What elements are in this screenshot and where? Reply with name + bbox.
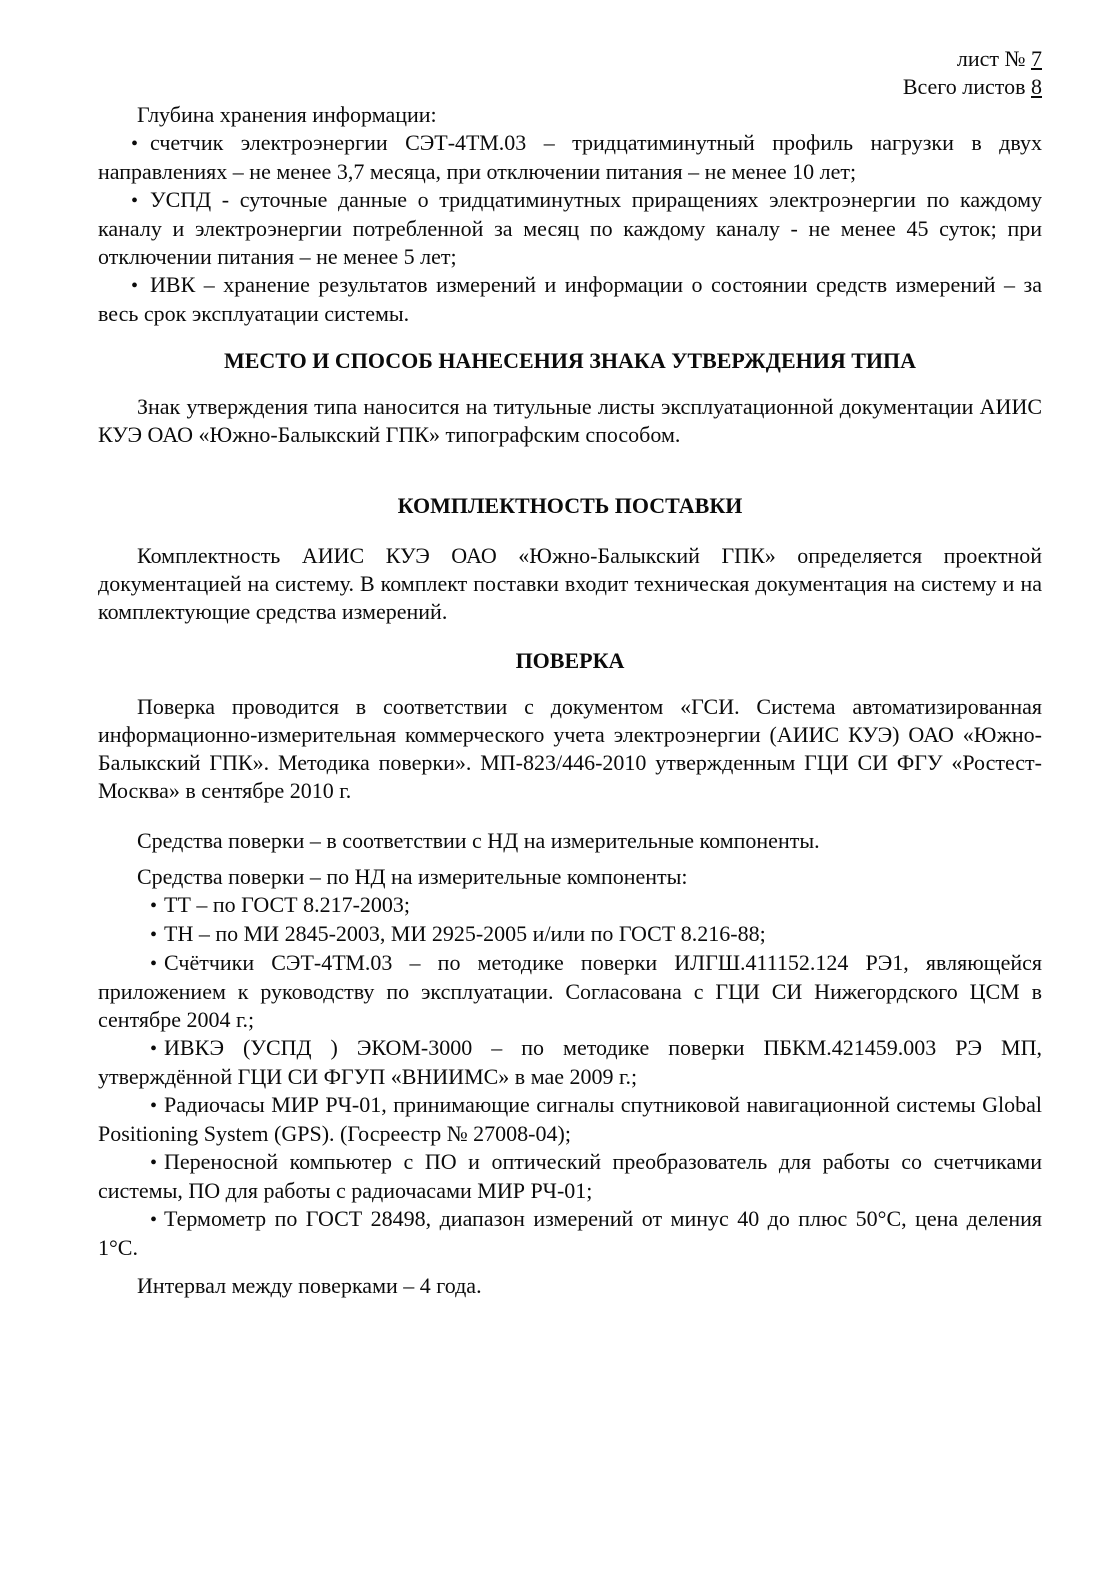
page-header xyxy=(98,45,1042,101)
bullet-icon: • xyxy=(150,895,158,917)
list-item-text: ИВКЭ (УСПД ) ЭКОМ-3000 – по методике поверки ПБКМ.421459.003 РЭ МП, утверждённой ГЦИ СИ ФГУП «ВНИИМС» в мае 2009 г.; xyxy=(98,1035,1042,1089)
list-item xyxy=(98,1148,1042,1205)
verification-interval: Интервал между поверками – 4 года. xyxy=(137,1273,482,1298)
bullet-icon: • xyxy=(150,1095,158,1117)
bullet-icon: • xyxy=(150,924,158,946)
section-heading-completeness: КОМПЛЕКТНОСТЬ ПОСТАВКИ xyxy=(397,493,743,518)
bullet-icon: • xyxy=(150,1038,158,1060)
list-item-text: Радиочасы МИР РЧ-01, принимающие сигналы спутниковой навигационной системы Global Positioning System (GPS). (Госреестр № 27008-04); xyxy=(98,1092,1042,1146)
sheet-number-line xyxy=(98,45,1042,73)
sheet-label: лист № xyxy=(956,46,1031,71)
bullet-icon: • xyxy=(150,1209,158,1231)
bullet-icon: • xyxy=(131,190,139,212)
storage-intro: Глубина хранения информации: xyxy=(137,102,437,127)
type-approval-paragraph: Знак утверждения типа наносится на титульные листы эксплуатационной документации АИИС КУЭ ОАО «Южно-Балыкский ГПК» типографским способом. xyxy=(98,394,1042,447)
bullet-icon: • xyxy=(150,953,158,975)
sheet-number: 7 xyxy=(1031,46,1042,71)
list-item-text: Термометр по ГОСТ 28498, диапазон измерений от минус 40 до плюс 50°С, цена деления 1°С. xyxy=(98,1206,1042,1260)
section-heading-verification: ПОВЕРКА xyxy=(515,648,625,673)
list-item-text: Переносной компьютер с ПО и оптический преобразователь для работы со счетчиками системы, ПО для работы с радиочасами МИР РЧ-01; xyxy=(98,1149,1042,1203)
total-sheets-number: 8 xyxy=(1031,74,1042,99)
verification-paragraph: Поверка проводится в соответствии с документом «ГСИ. Система автоматизированная информационно-измерительная коммерческого учета электроэнергии (АИИС КУЭ) ОАО «Южно-Балыкский ГПК». Методика поверки». МП-823/446-2010 утвержденным ГЦИ СИ ФГУ «Ростест-Москва» в сентябре 2010 г. xyxy=(98,694,1042,803)
list-item-text: ИВК – хранение результатов измерений и информации о состоянии средств измерений – за весь срок эксплуатации системы. xyxy=(98,272,1042,326)
total-sheets-line xyxy=(98,73,1042,101)
bullet-icon: • xyxy=(131,275,139,297)
list-item-text: ТТ – по ГОСТ 8.217-2003; xyxy=(164,892,411,917)
list-item xyxy=(98,1034,1042,1091)
list-item xyxy=(98,1091,1042,1148)
list-item-text: Счётчики СЭТ-4ТМ.03 – по методике поверки ИЛГШ.411152.124 РЭ1, являющейся приложением к руководству по эксплуатации. Согласована с ГЦИ СИ Нижегордского ЦСМ в сентябре 2004 г.; xyxy=(98,950,1042,1032)
list-item xyxy=(98,129,1042,186)
completeness-paragraph: Комплектность АИИС КУЭ ОАО «Южно-Балыкский ГПК» определяется проектной документацией на систему. В комплект поставки входит техническая документация на систему и на комплектующие средства измерений. xyxy=(98,543,1042,624)
verification-means-paragraph: Средства поверки – в соответствии с НД на измерительные компоненты. xyxy=(137,828,820,853)
list-item xyxy=(98,1205,1042,1262)
bullet-icon: • xyxy=(131,133,139,155)
list-item xyxy=(98,186,1042,271)
list-item xyxy=(98,891,1042,920)
list-item-text: УСПД - суточные данные о тридцатиминутных приращениях электроэнергии по каждому каналу и электроэнергии потребленной за месяц по каждому каналу - не менее 45 суток; при отключении питания – не менее 5 лет; xyxy=(98,187,1042,269)
bullet-icon: • xyxy=(150,1152,158,1174)
verification-means-list-intro: Средства поверки – по НД на измерительные компоненты: xyxy=(137,864,688,889)
list-item xyxy=(98,949,1042,1034)
list-item-text: ТН – по МИ 2845-2003, МИ 2925-2005 и/или по ГОСТ 8.216-88; xyxy=(164,921,766,946)
total-sheets-label: Всего листов xyxy=(902,74,1031,99)
section-heading-type-approval: МЕСТО И СПОСОБ НАНЕСЕНИЯ ЗНАКА УТВЕРЖДЕНИЯ ТИПА xyxy=(223,348,917,373)
list-item-text: счетчик электроэнергии СЭТ-4ТМ.03 – тридцатиминутный профиль нагрузки в двух направлениях – не менее 3,7 месяца, при отключении питания – не менее 10 лет; xyxy=(98,130,1042,184)
list-item xyxy=(98,271,1042,328)
list-item xyxy=(98,920,1042,949)
